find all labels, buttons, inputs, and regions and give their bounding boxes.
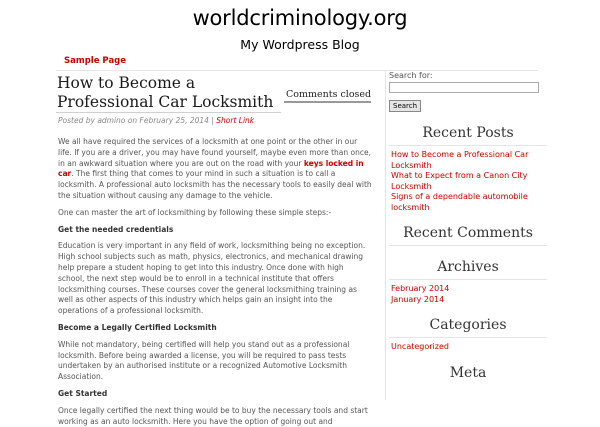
post-paragraph	[58, 137, 372, 202]
meta-title: Meta	[449, 364, 487, 381]
search-input[interactable]	[389, 82, 539, 93]
archive-link[interactable]: January 2014	[391, 294, 445, 304]
nav-item-sample-page[interactable]: Sample Page	[64, 56, 127, 66]
post-paragraph: Education is very important in any field of work, locksmithing being no exception. High school subjects such as math, physics, electronics, and mechanical drawing help prepare a student hoping to get into this industry. Once done with high school, the next step would be to enroll in a technical institute that offers locksmithing courses. These courses cover the general locksmithing training as well as other aspects of this industry which helps gain an insight into the operations of a professional locksmith.	[58, 241, 366, 316]
meta-separator: |	[211, 116, 214, 125]
archive-link[interactable]: February 2014	[391, 284, 450, 293]
recent-posts-title: Recent Posts	[389, 125, 547, 146]
post-subheading: Get the needed credentials	[58, 224, 174, 234]
categories-title: Categories	[389, 317, 547, 338]
site-title[interactable]: worldcriminology.org	[192, 6, 408, 30]
post-subheading: Become a Legally Certified Locksmith	[58, 322, 217, 332]
intro-text-before: We all have required the services of a locksmith at one point or the other in our life. If you are a driver, you may have found yourself, maybe even more than once, in an awkward situation where you are out on the road with your	[58, 137, 371, 168]
category-link[interactable]: Uncategorized	[391, 342, 449, 351]
recent-post-link[interactable]: How to Become a Professional Car Locksmith	[391, 150, 529, 170]
post-content	[56, 137, 372, 427]
intro-text-after: . The first thing that comes to your mind in such a situation is to call a locksmith. A professional auto locksmith has the necessary tools to easily deal with the situation without causing any damage to the vehicle.	[58, 169, 372, 200]
recent-post-link[interactable]: Signs of a dependable automobile locksmith	[391, 192, 528, 212]
search-label: Search for:	[389, 71, 433, 80]
post-paragraph: Once legally certified the next thing would be to buy the necessary tools and start working as an auto locksmith. Here you have the option of going out and	[58, 405, 368, 426]
short-link[interactable]: Short Link	[216, 116, 255, 125]
meta-author: admino	[97, 116, 126, 125]
post-meta	[56, 116, 372, 125]
post-subheading: Get Started	[58, 388, 108, 398]
sidebar	[385, 70, 547, 400]
post-paragraph: One can master the art of locksmithing by following these simple steps:-	[58, 207, 332, 217]
meta-widget	[389, 365, 547, 385]
main-content	[56, 74, 372, 426]
recent-post-link[interactable]: What to Expect from a Canon City Locksmith	[391, 171, 528, 191]
site-description: My Wordpress Blog	[240, 37, 360, 52]
post-paragraph: While not mandatory, being certified will help you stand out as a professional locksmith. Before being awarded a license, you will be required to pass tests undertaken by an authorised institute or a recognized Automotive Locksmith Association.	[58, 339, 350, 382]
meta-posted-by: Posted by	[58, 116, 95, 125]
archives-title: Archives	[389, 259, 547, 280]
meta-date: February 25, 2014	[139, 116, 209, 125]
recent-comments-title: Recent Comments	[389, 225, 547, 246]
post-title[interactable]: How to Become a Professional Car Locksmith	[56, 74, 281, 113]
nav-bar	[56, 56, 538, 71]
recent-comments-widget	[389, 225, 547, 246]
archives-widget	[389, 259, 547, 305]
keys-locked-in-car-link[interactable]: keys locked in car	[58, 158, 364, 179]
categories-widget	[389, 317, 547, 353]
meta-on: on	[127, 116, 138, 125]
comments-status: Comments closed	[284, 89, 371, 103]
recent-posts-widget	[389, 125, 547, 213]
search-button[interactable]: Search	[389, 100, 421, 112]
